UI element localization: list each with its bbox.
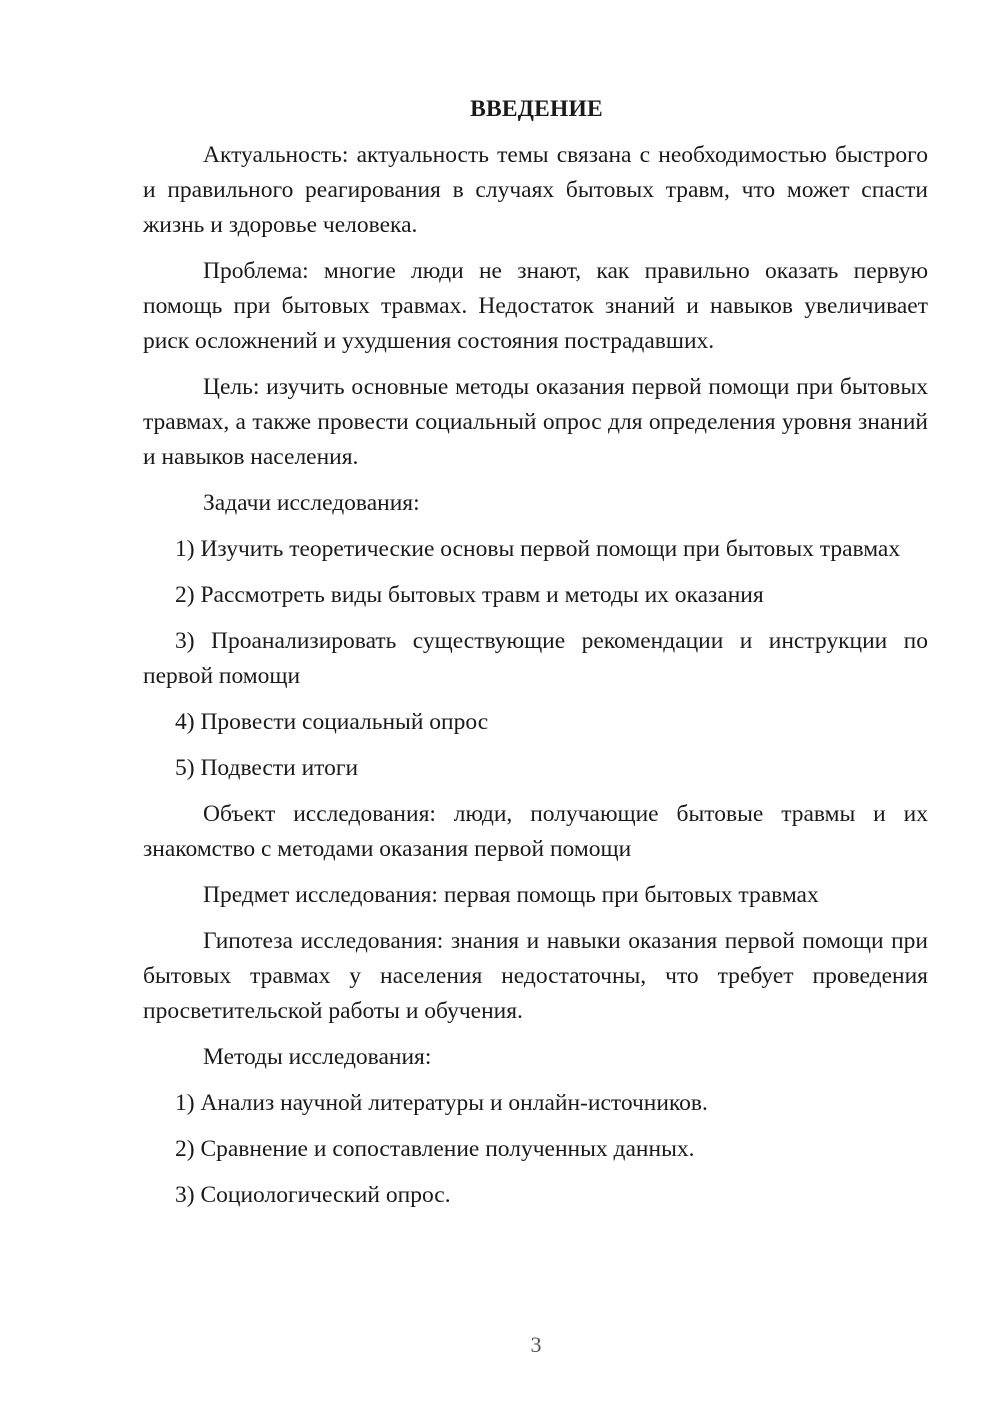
method-item-1: 1) Анализ научной литературы и онлайн-источников. — [175, 1090, 708, 1116]
problem-paragraph: Проблема: многие люди не знают, как правильно оказать первую помощь при бытовых травмах. Недостаток знаний и навыков увеличивает риск осложнений и ухудшения состояния пострадавших. — [143, 258, 928, 354]
document-page — [143, 92, 928, 1224]
tasks-heading: Задачи исследования: — [203, 490, 420, 516]
task-item-5: 5) Подвести итоги — [175, 755, 359, 781]
goal-paragraph: Цель: изучить основные методы оказания первой помощи при бытовых травмах, а также провести социальный опрос для определения уровня знаний и навыков населения. — [143, 374, 928, 470]
task-item-4: 4) Провести социальный опрос — [175, 709, 489, 735]
object-paragraph: Объект исследования: люди, получающие бытовые травмы и их знакомство с методами оказания первой помощи — [143, 801, 928, 862]
method-item-2: 2) Сравнение и сопоставление полученных данных. — [175, 1136, 695, 1162]
page-title: ВВЕДЕНИЕ — [470, 96, 603, 122]
methods-heading: Методы исследования: — [203, 1044, 432, 1070]
relevance-paragraph: Актуальность: актуальность темы связана с необходимостью быстрого и правильного реагирования в случаях бытовых травм, что может спасти жизнь и здоровье человека. — [143, 142, 928, 238]
page-number: 3 — [530, 1332, 542, 1357]
task-item-1: 1) Изучить теоретические основы первой помощи при бытовых травмах — [175, 536, 901, 562]
hypothesis-paragraph: Гипотеза исследования: знания и навыки оказания первой помощи при бытовых травмах у населения недостаточны, что требует проведения просветительской работы и обучения. — [143, 928, 928, 1024]
subject-paragraph: Предмет исследования: первая помощь при бытовых травмах — [203, 882, 819, 908]
task-item-3: 3) Проанализировать существующие рекомендации и инструкции по первой помощи — [143, 628, 928, 689]
method-item-3: 3) Социологический опрос. — [175, 1182, 451, 1208]
task-item-2: 2) Рассмотреть виды бытовых травм и методы их оказания — [175, 582, 764, 608]
